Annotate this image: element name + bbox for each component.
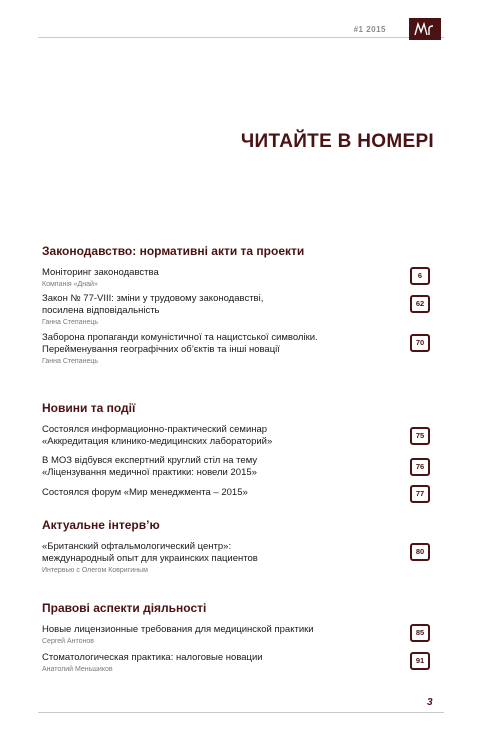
page-badge[interactable]: 75: [410, 427, 430, 445]
toc-entry[interactable]: [42, 652, 434, 680]
page-badge[interactable]: 80: [410, 543, 430, 561]
section-legislation: [42, 243, 434, 371]
toc-entry[interactable]: [42, 455, 434, 487]
section-title: Правові аспекти діяльності: [42, 601, 207, 615]
section-title: Актуальне інтерв’ю: [42, 518, 160, 532]
entry-author: Ганна Степанець: [42, 358, 99, 365]
section-legal: [42, 600, 434, 680]
page-badge[interactable]: 77: [410, 485, 430, 503]
journal-logo: [409, 18, 441, 40]
section-news: [42, 400, 434, 503]
entry-title: «Британский офтальмологический центр»: международный опыт для украинских пациентов: [42, 541, 258, 564]
toc-entry[interactable]: [42, 487, 434, 503]
toc-entry[interactable]: [42, 424, 434, 455]
entry-author: Интервью с Олегом Ковригиным: [42, 567, 148, 574]
entry-title: Стоматологическая практика: налоговые новации: [42, 652, 263, 663]
entry-author: Компанія «Днай»: [42, 281, 98, 288]
page-badge[interactable]: 76: [410, 458, 430, 476]
page-number: 3: [427, 697, 433, 708]
entry-title: Закон № 77-VIII: зміни у трудовому законодавстві, посилена відповідальність: [42, 293, 264, 316]
entry-title: Состоялся информационно-практический семинар «Аккредитация клинико-медицинских лабораторий»: [42, 424, 273, 447]
entry-title: Заборона пропаганди комуністичної та нацистської символіки. Перейменування географічних об’єктів та інші новації: [42, 332, 318, 355]
page-badge[interactable]: 70: [410, 334, 430, 352]
entry-title: Состоялся форум «Мир менеджмента – 2015»: [42, 487, 248, 498]
entry-title: В МОЗ відбувся експертний круглий стіл на тему «Ліцензування медичної практики: новели 2015»: [42, 455, 258, 478]
toc-entry[interactable]: [42, 332, 434, 371]
section-title: Новини та події: [42, 401, 136, 415]
entry-title: Моніторинг законодавства: [42, 267, 159, 278]
toc-entry[interactable]: [42, 267, 434, 293]
issue-number: #1 2015: [353, 25, 386, 34]
page-badge[interactable]: 62: [410, 295, 430, 313]
journal-logo-icon: [409, 18, 441, 40]
page-badge[interactable]: 85: [410, 624, 430, 642]
toc-entry[interactable]: [42, 624, 434, 652]
entry-author: Ганна Степанець: [42, 319, 99, 326]
section-interview: [42, 517, 434, 581]
entry-title: Новые лицензионные требования для медицинской практики: [42, 624, 314, 635]
toc-entry[interactable]: [42, 541, 434, 581]
entry-author: Сергей Антонов: [42, 638, 95, 645]
toc-entry[interactable]: [42, 293, 434, 332]
header-rule: [38, 37, 444, 38]
page-badge[interactable]: 6: [410, 267, 430, 285]
page-badge[interactable]: 91: [410, 652, 430, 670]
section-title: Законодавство: нормативні акти та проекти: [42, 244, 305, 258]
footer-rule: [38, 712, 444, 713]
entry-author: Анатолий Меньшиков: [42, 666, 113, 673]
page-title: ЧИТАЙТЕ В НОМЕРІ: [240, 131, 434, 152]
